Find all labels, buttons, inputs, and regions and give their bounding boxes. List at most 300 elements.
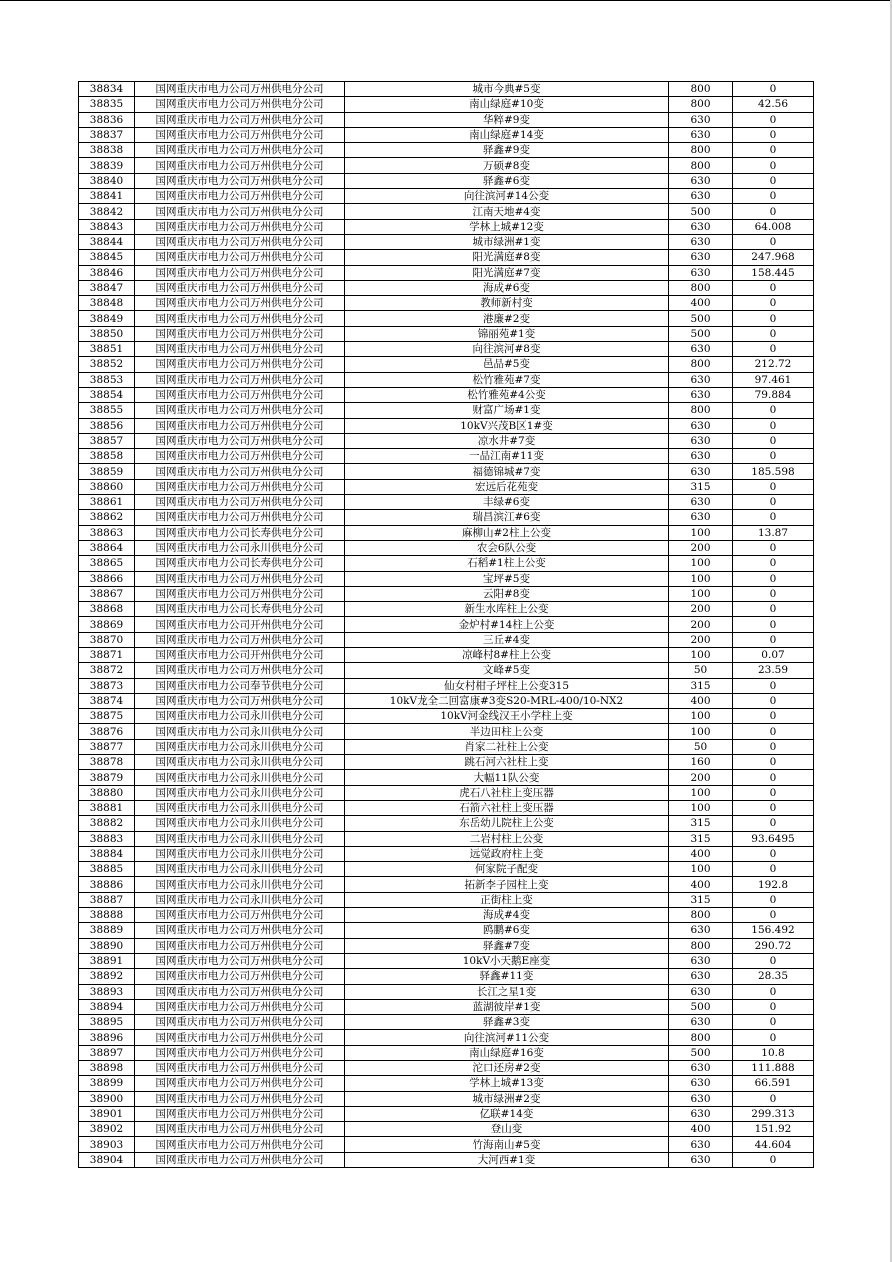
value-cell: 111.888	[733, 1061, 814, 1076]
table-row	[79, 846, 814, 861]
table-row	[79, 510, 814, 525]
row-id-cell: 38869	[79, 617, 135, 632]
transformer-name-cell: 远觉政府柱上变	[345, 846, 669, 861]
transformer-name-cell: 南山绿庭#16变	[345, 1045, 669, 1060]
table-row	[79, 479, 814, 494]
company-cell: 国网重庆市电力公司万州供电分公司	[135, 1045, 345, 1060]
value-cell: 0	[733, 495, 814, 510]
transformer-name-cell: 三丘#4变	[345, 632, 669, 647]
value-cell: 158.445	[733, 265, 814, 280]
row-id-cell: 38868	[79, 602, 135, 617]
capacity-cell: 500	[669, 326, 733, 341]
capacity-cell: 100	[669, 709, 733, 724]
capacity-cell: 315	[669, 678, 733, 693]
table-row	[79, 82, 814, 97]
capacity-cell: 630	[669, 1152, 733, 1167]
transformer-name-cell: 石箭六社柱上变压器	[345, 800, 669, 815]
transformer-name-cell: 丰绿#6变	[345, 495, 669, 510]
capacity-cell: 630	[669, 464, 733, 479]
table-row	[79, 326, 814, 341]
transformer-name-cell: 云阳#8变	[345, 586, 669, 601]
row-id-cell: 38842	[79, 204, 135, 219]
row-id-cell: 38851	[79, 342, 135, 357]
transformer-name-cell: 登山变	[345, 1122, 669, 1137]
capacity-cell: 400	[669, 1122, 733, 1137]
company-cell: 国网重庆市电力公司万州供电分公司	[135, 204, 345, 219]
row-id-cell: 38872	[79, 663, 135, 678]
capacity-cell: 630	[669, 265, 733, 280]
row-id-cell: 38881	[79, 800, 135, 815]
transformer-name-cell: 锦丽苑#1变	[345, 326, 669, 341]
transformer-name-cell: 财富广场#1变	[345, 403, 669, 418]
table-row	[79, 173, 814, 188]
transformer-name-cell: 松竹雅苑#4公变	[345, 387, 669, 402]
value-cell: 44.604	[733, 1137, 814, 1152]
transformer-name-cell: 学林上城#12变	[345, 219, 669, 234]
company-cell: 国网重庆市电力公司万州供电分公司	[135, 1030, 345, 1045]
company-cell: 国网重庆市电力公司万州供电分公司	[135, 1076, 345, 1091]
table-row	[79, 938, 814, 953]
capacity-cell: 800	[669, 158, 733, 173]
company-cell: 国网重庆市电力公司万州供电分公司	[135, 510, 345, 525]
capacity-cell: 630	[669, 510, 733, 525]
value-cell: 185.598	[733, 464, 814, 479]
capacity-cell: 160	[669, 755, 733, 770]
transformer-name-cell: 城市绿洲#2变	[345, 1091, 669, 1106]
table-row	[79, 984, 814, 999]
table-row	[79, 724, 814, 739]
row-id-cell: 38844	[79, 234, 135, 249]
table-row	[79, 189, 814, 204]
value-cell: 0.07	[733, 647, 814, 662]
capacity-cell: 630	[669, 923, 733, 938]
transformer-name-cell: 凉水井#7变	[345, 433, 669, 448]
value-cell: 0	[733, 479, 814, 494]
row-id-cell: 38849	[79, 311, 135, 326]
company-cell: 国网重庆市电力公司万州供电分公司	[135, 449, 345, 464]
company-cell: 国网重庆市电力公司长寿供电分公司	[135, 556, 345, 571]
transformer-name-cell: 长江之星1变	[345, 984, 669, 999]
value-cell: 0	[733, 846, 814, 861]
table-row	[79, 556, 814, 571]
company-cell: 国网重庆市电力公司永川供电分公司	[135, 785, 345, 800]
company-cell: 国网重庆市电力公司永川供电分公司	[135, 755, 345, 770]
company-cell: 国网重庆市电力公司万州供电分公司	[135, 127, 345, 142]
transformer-name-cell: 城市绿洲#1变	[345, 234, 669, 249]
transformer-name-cell: 鸥鹏#6变	[345, 923, 669, 938]
row-id-cell: 38847	[79, 280, 135, 295]
table-row	[79, 632, 814, 647]
capacity-cell: 630	[669, 1137, 733, 1152]
table-row	[79, 800, 814, 815]
value-cell: 0	[733, 510, 814, 525]
value-cell: 0	[733, 540, 814, 555]
capacity-cell: 630	[669, 433, 733, 448]
table-row	[79, 250, 814, 265]
row-id-cell: 38901	[79, 1106, 135, 1121]
transformer-name-cell: 拓新李子园柱上变	[345, 877, 669, 892]
company-cell: 国网重庆市电力公司万州供电分公司	[135, 342, 345, 357]
value-cell: 0	[733, 556, 814, 571]
row-id-cell: 38859	[79, 464, 135, 479]
value-cell: 0	[733, 724, 814, 739]
row-id-cell: 38882	[79, 816, 135, 831]
company-cell: 国网重庆市电力公司万州供电分公司	[135, 586, 345, 601]
company-cell: 国网重庆市电力公司永川供电分公司	[135, 770, 345, 785]
row-id-cell: 38896	[79, 1030, 135, 1045]
table-row	[79, 112, 814, 127]
table-row	[79, 1106, 814, 1121]
value-cell: 28.35	[733, 969, 814, 984]
company-cell: 国网重庆市电力公司万州供电分公司	[135, 296, 345, 311]
capacity-cell: 800	[669, 938, 733, 953]
row-id-cell: 38875	[79, 709, 135, 724]
transformer-name-cell: 学林上城#13变	[345, 1076, 669, 1091]
row-id-cell: 38862	[79, 510, 135, 525]
value-cell: 97.461	[733, 372, 814, 387]
company-cell: 国网重庆市电力公司长寿供电分公司	[135, 602, 345, 617]
company-cell: 国网重庆市电力公司万州供电分公司	[135, 82, 345, 97]
table-row	[79, 540, 814, 555]
table-row	[79, 433, 814, 448]
company-cell: 国网重庆市电力公司万州供电分公司	[135, 158, 345, 173]
table-row	[79, 234, 814, 249]
company-cell: 国网重庆市电力公司万州供电分公司	[135, 693, 345, 708]
capacity-cell: 630	[669, 953, 733, 968]
row-id-cell: 38853	[79, 372, 135, 387]
transformer-name-cell: 正街柱上变	[345, 892, 669, 907]
company-cell: 国网重庆市电力公司永川供电分公司	[135, 724, 345, 739]
table-row	[79, 449, 814, 464]
table-row	[79, 969, 814, 984]
transformer-name-cell: 邑品#5变	[345, 357, 669, 372]
row-id-cell: 38836	[79, 112, 135, 127]
row-id-cell: 38845	[79, 250, 135, 265]
row-id-cell: 38893	[79, 984, 135, 999]
row-id-cell: 38888	[79, 908, 135, 923]
transformer-name-cell: 城市今典#5变	[345, 82, 669, 97]
company-cell: 国网重庆市电力公司永川供电分公司	[135, 831, 345, 846]
row-id-cell: 38886	[79, 877, 135, 892]
capacity-cell: 400	[669, 296, 733, 311]
row-id-cell: 38870	[79, 632, 135, 647]
value-cell: 0	[733, 82, 814, 97]
transformer-name-cell: 万硕#8变	[345, 158, 669, 173]
row-id-cell: 38880	[79, 785, 135, 800]
transformer-name-cell: 教师新村变	[345, 296, 669, 311]
value-cell: 0	[733, 127, 814, 142]
transformer-name-cell: 驿鑫#3变	[345, 1015, 669, 1030]
value-cell: 0	[733, 1030, 814, 1045]
value-cell: 0	[733, 602, 814, 617]
table-row	[79, 1045, 814, 1060]
table-row	[79, 862, 814, 877]
transformer-name-cell: 亿联#14变	[345, 1106, 669, 1121]
capacity-cell: 200	[669, 540, 733, 555]
value-cell: 23.59	[733, 663, 814, 678]
row-id-cell: 38903	[79, 1137, 135, 1152]
capacity-cell: 100	[669, 571, 733, 586]
row-id-cell: 38897	[79, 1045, 135, 1060]
row-id-cell: 38895	[79, 1015, 135, 1030]
row-id-cell: 38891	[79, 953, 135, 968]
value-cell: 93.6495	[733, 831, 814, 846]
table-row	[79, 908, 814, 923]
capacity-cell: 630	[669, 1106, 733, 1121]
transformer-name-cell: 驿鑫#11变	[345, 969, 669, 984]
table-row	[79, 280, 814, 295]
capacity-cell: 630	[669, 189, 733, 204]
value-cell: 212.72	[733, 357, 814, 372]
value-cell: 0	[733, 143, 814, 158]
company-cell: 国网重庆市电力公司永川供电分公司	[135, 739, 345, 754]
transformer-name-cell: 10kV河金线汉王小学柱上变	[345, 709, 669, 724]
capacity-cell: 800	[669, 1030, 733, 1045]
company-cell: 国网重庆市电力公司万州供电分公司	[135, 1137, 345, 1152]
company-cell: 国网重庆市电力公司万州供电分公司	[135, 1015, 345, 1030]
transformer-name-cell: 文峰#5变	[345, 663, 669, 678]
row-id-cell: 38899	[79, 1076, 135, 1091]
table-body	[79, 82, 814, 1168]
capacity-cell: 800	[669, 143, 733, 158]
row-id-cell: 38857	[79, 433, 135, 448]
table-row	[79, 1152, 814, 1167]
value-cell: 151.92	[733, 1122, 814, 1137]
company-cell: 国网重庆市电力公司万州供电分公司	[135, 571, 345, 586]
row-id-cell: 38838	[79, 143, 135, 158]
company-cell: 国网重庆市电力公司万州供电分公司	[135, 280, 345, 295]
table-row	[79, 953, 814, 968]
capacity-cell: 200	[669, 602, 733, 617]
table-row	[79, 663, 814, 678]
table-row	[79, 143, 814, 158]
transformer-name-cell: 港廉#2变	[345, 311, 669, 326]
company-cell: 国网重庆市电力公司万州供电分公司	[135, 112, 345, 127]
value-cell: 0	[733, 816, 814, 831]
company-cell: 国网重庆市电力公司永川供电分公司	[135, 709, 345, 724]
table-row	[79, 296, 814, 311]
table-row	[79, 387, 814, 402]
value-cell: 0	[733, 173, 814, 188]
table-row	[79, 158, 814, 173]
transformer-name-cell: 江南天地#4变	[345, 204, 669, 219]
capacity-cell: 800	[669, 280, 733, 295]
value-cell: 156.492	[733, 923, 814, 938]
transformer-name-cell: 宏远后花苑变	[345, 479, 669, 494]
value-cell: 0	[733, 693, 814, 708]
value-cell: 0	[733, 999, 814, 1014]
transformer-name-cell: 南山绿庭#14变	[345, 127, 669, 142]
row-id-cell: 38877	[79, 739, 135, 754]
table-row	[79, 877, 814, 892]
capacity-cell: 630	[669, 219, 733, 234]
value-cell: 66.591	[733, 1076, 814, 1091]
company-cell: 国网重庆市电力公司万州供电分公司	[135, 143, 345, 158]
company-cell: 国网重庆市电力公司万州供电分公司	[135, 250, 345, 265]
transformer-name-cell: 阳光满庭#8变	[345, 250, 669, 265]
company-cell: 国网重庆市电力公司万州供电分公司	[135, 1122, 345, 1137]
value-cell: 0	[733, 204, 814, 219]
capacity-cell: 630	[669, 984, 733, 999]
row-id-cell: 38887	[79, 892, 135, 907]
company-cell: 国网重庆市电力公司永川供电分公司	[135, 846, 345, 861]
capacity-cell: 500	[669, 999, 733, 1014]
transformer-name-cell: 10kV龙全二回富康#3变S20-MRL-400/10-NX2	[345, 693, 669, 708]
value-cell: 0	[733, 586, 814, 601]
transformer-name-cell: 肖家二社柱上公变	[345, 739, 669, 754]
value-cell: 0	[733, 326, 814, 341]
table-row	[79, 892, 814, 907]
company-cell: 国网重庆市电力公司万州供电分公司	[135, 908, 345, 923]
capacity-cell: 315	[669, 892, 733, 907]
row-id-cell: 38850	[79, 326, 135, 341]
capacity-cell: 50	[669, 739, 733, 754]
capacity-cell: 500	[669, 311, 733, 326]
value-cell: 0	[733, 296, 814, 311]
value-cell: 0	[733, 632, 814, 647]
capacity-cell: 500	[669, 204, 733, 219]
value-cell: 0	[733, 418, 814, 433]
value-cell: 0	[733, 862, 814, 877]
value-cell: 0	[733, 984, 814, 999]
company-cell: 国网重庆市电力公司万州供电分公司	[135, 97, 345, 112]
transformer-name-cell: 金炉村#14柱上公变	[345, 617, 669, 632]
company-cell: 国网重庆市电力公司万州供电分公司	[135, 632, 345, 647]
transformer-name-cell: 新生水库柱上公变	[345, 602, 669, 617]
company-cell: 国网重庆市电力公司万州供电分公司	[135, 953, 345, 968]
table-row	[79, 602, 814, 617]
transformer-name-cell: 南山绿庭#10变	[345, 97, 669, 112]
capacity-cell: 100	[669, 647, 733, 662]
transformer-name-cell: 向往滨河#8变	[345, 342, 669, 357]
row-id-cell: 38858	[79, 449, 135, 464]
value-cell: 0	[733, 403, 814, 418]
capacity-cell: 400	[669, 877, 733, 892]
row-id-cell: 38898	[79, 1061, 135, 1076]
capacity-cell: 500	[669, 1045, 733, 1060]
capacity-cell: 630	[669, 1015, 733, 1030]
company-cell: 国网重庆市电力公司万州供电分公司	[135, 433, 345, 448]
company-cell: 国网重庆市电力公司奉节供电分公司	[135, 678, 345, 693]
capacity-cell: 50	[669, 663, 733, 678]
capacity-cell: 315	[669, 816, 733, 831]
row-id-cell: 38837	[79, 127, 135, 142]
transformer-name-cell: 华粹#9变	[345, 112, 669, 127]
row-id-cell: 38874	[79, 693, 135, 708]
capacity-cell: 100	[669, 556, 733, 571]
value-cell: 0	[733, 892, 814, 907]
transformer-name-cell: 驿鑫#6变	[345, 173, 669, 188]
row-id-cell: 38852	[79, 357, 135, 372]
company-cell: 国网重庆市电力公司万州供电分公司	[135, 372, 345, 387]
company-cell: 国网重庆市电力公司万州供电分公司	[135, 1061, 345, 1076]
capacity-cell: 630	[669, 1091, 733, 1106]
capacity-cell: 400	[669, 693, 733, 708]
company-cell: 国网重庆市电力公司万州供电分公司	[135, 234, 345, 249]
table-row	[79, 770, 814, 785]
company-cell: 国网重庆市电力公司永川供电分公司	[135, 540, 345, 555]
company-cell: 国网重庆市电力公司万州供电分公司	[135, 495, 345, 510]
company-cell: 国网重庆市电力公司万州供电分公司	[135, 999, 345, 1014]
transformer-name-cell: 10kV兴茂B区1#变	[345, 418, 669, 433]
value-cell: 0	[733, 953, 814, 968]
capacity-cell: 630	[669, 418, 733, 433]
value-cell: 0	[733, 158, 814, 173]
company-cell: 国网重庆市电力公司万州供电分公司	[135, 311, 345, 326]
row-id-cell: 38878	[79, 755, 135, 770]
value-cell: 0	[733, 617, 814, 632]
transformer-name-cell: 瑞昌滨江#6变	[345, 510, 669, 525]
row-id-cell: 38871	[79, 647, 135, 662]
company-cell: 国网重庆市电力公司万州供电分公司	[135, 418, 345, 433]
capacity-cell: 630	[669, 342, 733, 357]
value-cell: 0	[733, 785, 814, 800]
capacity-cell: 100	[669, 525, 733, 540]
row-id-cell: 38866	[79, 571, 135, 586]
company-cell: 国网重庆市电力公司万州供电分公司	[135, 387, 345, 402]
company-cell: 国网重庆市电力公司永川供电分公司	[135, 892, 345, 907]
capacity-cell: 800	[669, 357, 733, 372]
table-row	[79, 586, 814, 601]
capacity-cell: 100	[669, 862, 733, 877]
table-row	[79, 693, 814, 708]
table-row	[79, 571, 814, 586]
value-cell: 0	[733, 280, 814, 295]
row-id-cell: 38892	[79, 969, 135, 984]
value-cell: 0	[733, 800, 814, 815]
value-cell: 13.87	[733, 525, 814, 540]
table-row	[79, 127, 814, 142]
capacity-cell: 800	[669, 908, 733, 923]
transformer-name-cell: 驿鑫#7变	[345, 938, 669, 953]
transformer-name-cell: 二岩村柱上公变	[345, 831, 669, 846]
company-cell: 国网重庆市电力公司万州供电分公司	[135, 403, 345, 418]
value-cell: 0	[733, 1152, 814, 1167]
capacity-cell: 315	[669, 831, 733, 846]
transformer-name-cell: 海成#6变	[345, 280, 669, 295]
table-row	[79, 999, 814, 1014]
value-cell: 0	[733, 770, 814, 785]
value-cell: 0	[733, 739, 814, 754]
value-cell: 79.884	[733, 387, 814, 402]
transformer-name-cell: 麻柳山#2柱上公变	[345, 525, 669, 540]
capacity-cell: 630	[669, 234, 733, 249]
company-cell: 国网重庆市电力公司开州供电分公司	[135, 647, 345, 662]
transformer-name-cell: 农会6队公变	[345, 540, 669, 555]
company-cell: 国网重庆市电力公司万州供电分公司	[135, 1106, 345, 1121]
row-id-cell: 38864	[79, 540, 135, 555]
company-cell: 国网重庆市电力公司永川供电分公司	[135, 816, 345, 831]
transformer-name-cell: 东岳幼儿院柱上公变	[345, 816, 669, 831]
transformer-name-cell: 石稻#1柱上公变	[345, 556, 669, 571]
capacity-cell: 630	[669, 969, 733, 984]
capacity-cell: 630	[669, 449, 733, 464]
row-id-cell: 38873	[79, 678, 135, 693]
page-top-border	[0, 0, 892, 1]
company-cell: 国网重庆市电力公司万州供电分公司	[135, 1091, 345, 1106]
transformer-name-cell: 福德锦城#7变	[345, 464, 669, 479]
capacity-cell: 400	[669, 846, 733, 861]
row-id-cell: 38848	[79, 296, 135, 311]
value-cell: 290.72	[733, 938, 814, 953]
value-cell: 0	[733, 1015, 814, 1030]
row-id-cell: 38879	[79, 770, 135, 785]
transformer-name-cell: 蓝湖彼岸#1变	[345, 999, 669, 1014]
capacity-cell: 800	[669, 97, 733, 112]
transformer-name-cell: 半边田柱上公变	[345, 724, 669, 739]
row-id-cell: 38889	[79, 923, 135, 938]
capacity-cell: 630	[669, 495, 733, 510]
